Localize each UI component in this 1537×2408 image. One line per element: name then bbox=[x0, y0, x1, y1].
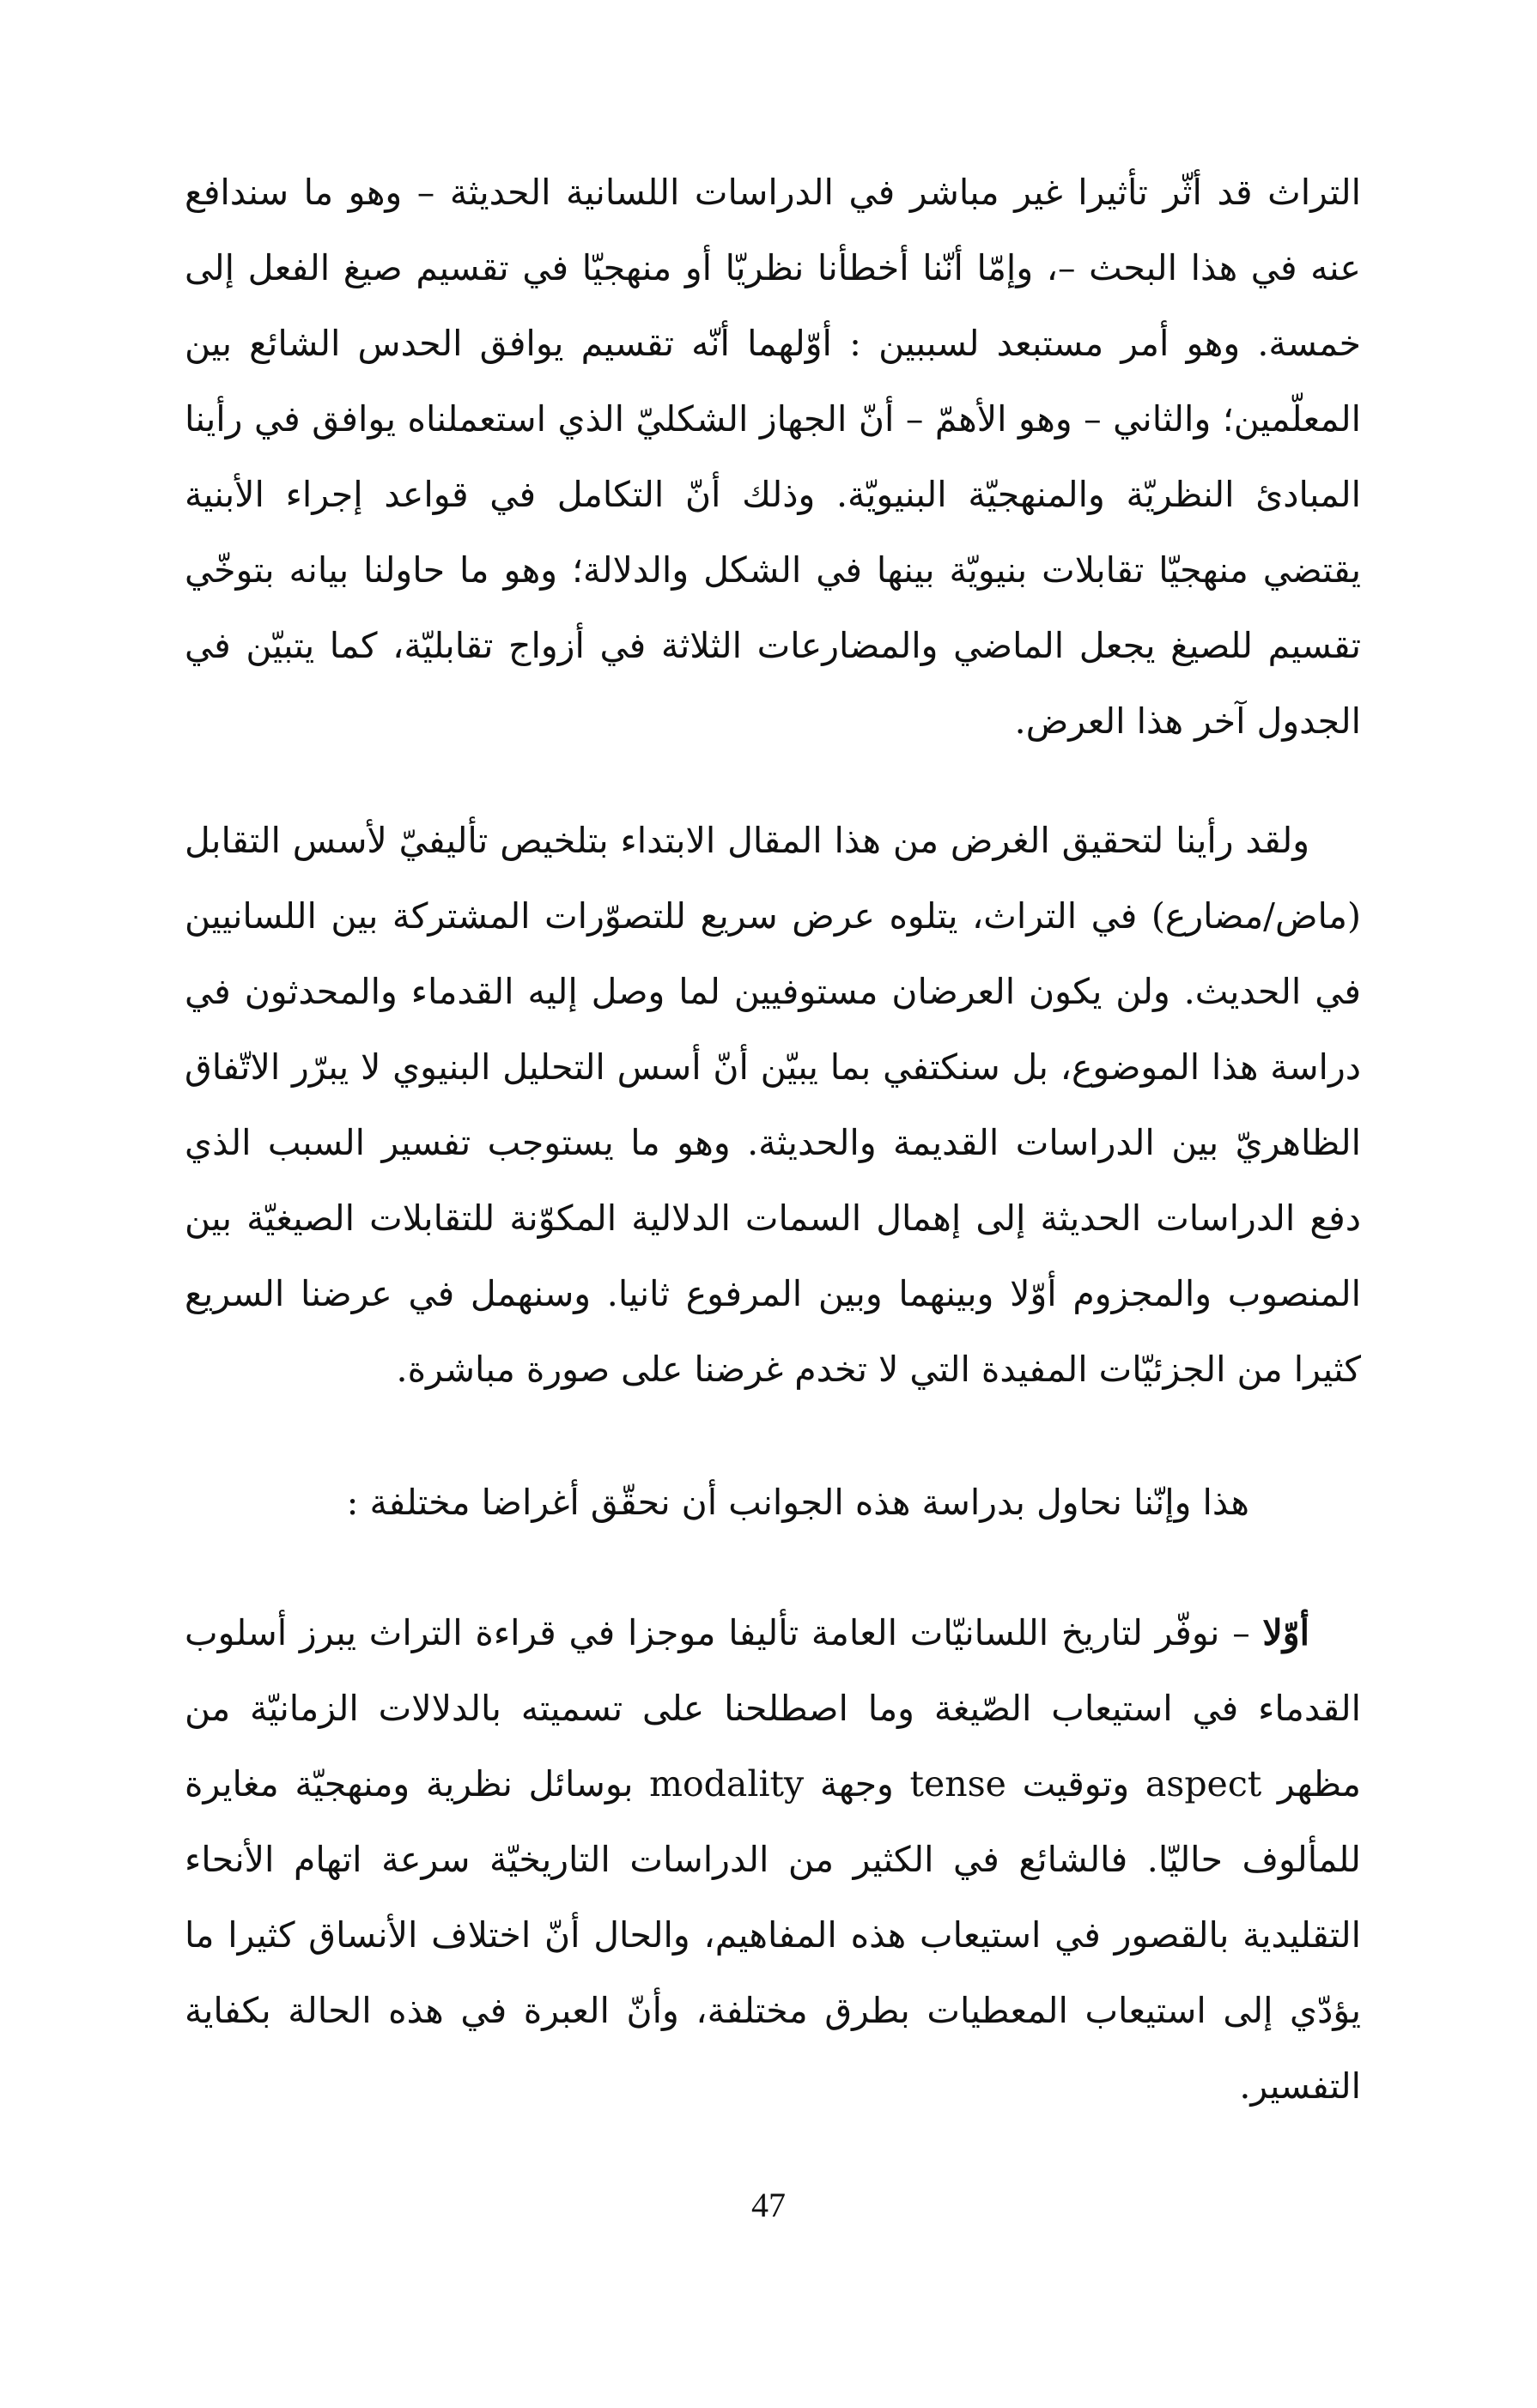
paragraph-4-body bbox=[185, 1595, 1361, 2124]
paragraph-4-text: – نوفّر لتاريخ اللسانيّات العامة تأليفا موجزا في قراءة التراث يبرز أسلوب القدماء في استيعاب الصّيغة وما اصطلحنا على تسميته بالدلالات الزمانيّة من مظهر aspect وتوقيت tense وجهة modality بوسائل نظرية ومنهجيّة مغايرة للمألوف حاليّا. فالشائع في الكثير من الدراسات التاريخيّة سرعة اتهام الأنحاء التقليدية بالقصور في استيعاب هذه المفاهيم، والحال أنّ اختلاف الأنساق كثيرا ما يؤدّي إلى استيعاب المعطيات بطرق مختلفة، وأنّ العبرة في هذه الحالة بكفاية التفسير. bbox=[185, 1612, 1362, 2107]
paragraph-3-text: هذا وإنّنا نحاول بدراسة هذه الجوانب أن نحقّق أغراضا مختلفة : bbox=[346, 1482, 1249, 1523]
paragraph-2-text: ولقد رأينا لتحقيق الغرض من هذا المقال الابتداء بتلخيص تأليفيّ لأسس التقابل (ماض/مضارع) في التراث، يتلوه عرض سريع للتصوّرات المشتركة بين اللسانيين في الحديث. ولن يكون العرضان مستوفيين لما وصل إليه القدماء والمحدثون في دراسة هذا الموضوع، بل سنكتفي بما يبيّن أنّ أسس التحليل البنيوي لا يبرّر الاتّفاق الظاهريّ بين الدراسات القديمة والحديثة. وهو ما يستوجب تفسير السبب الذي دفع الدراسات الحديثة إلى إهمال السمات الدلالية المكوّنة للتقابلات الصيغيّة بين المنصوب والمجزوم أوّلا وبينهما وبين المرفوع ثانيا. وسنهمل في عرضنا السريع كثيرا من الجزئيّات المفيدة التي لا تخدم غرضنا على صورة مباشرة. bbox=[185, 820, 1361, 1390]
paragraph-1 bbox=[185, 155, 1361, 759]
page-number: 47 bbox=[751, 2186, 786, 2224]
paragraph-4-lead: أوّلا bbox=[1262, 1612, 1309, 1653]
paragraph-4 bbox=[185, 1595, 1361, 2124]
paragraph-3 bbox=[185, 1465, 1361, 1540]
paragraph-1-text: التراث قد أثّر تأثيرا غير مباشر في الدراسات اللسانية الحديثة – وهو ما سندافع عنه في هذا البحث –، وإمّا أنّنا أخطأنا نظريّا أو منهجيّا في تقسيم صيغ الفعل إلى خمسة. وهو أمر مستبعد لسببين : أوّلهما أنّه تقسيم يوافق الحدس الشائع بين المعلّمين؛ والثاني – وهو الأهمّ – أنّ الجهاز الشكليّ الذي استعملناه يوافق في رأينا المبادئ النظريّة والمنهجيّة البنيويّة. وذلك أنّ التكامل في قواعد إجراء الأبنية يقتضي منهجيّا تقابلات بنيويّة بينها في الشكل والدلالة؛ وهو ما حاولنا بيانه بتوخّي تقسيم للصيغ يجعل الماضي والمضارعات الثلاثة في أزواج تقابليّة، كما يتبيّن في الجدول آخر هذا العرض. bbox=[185, 172, 1361, 742]
paragraph-2 bbox=[185, 803, 1361, 1407]
